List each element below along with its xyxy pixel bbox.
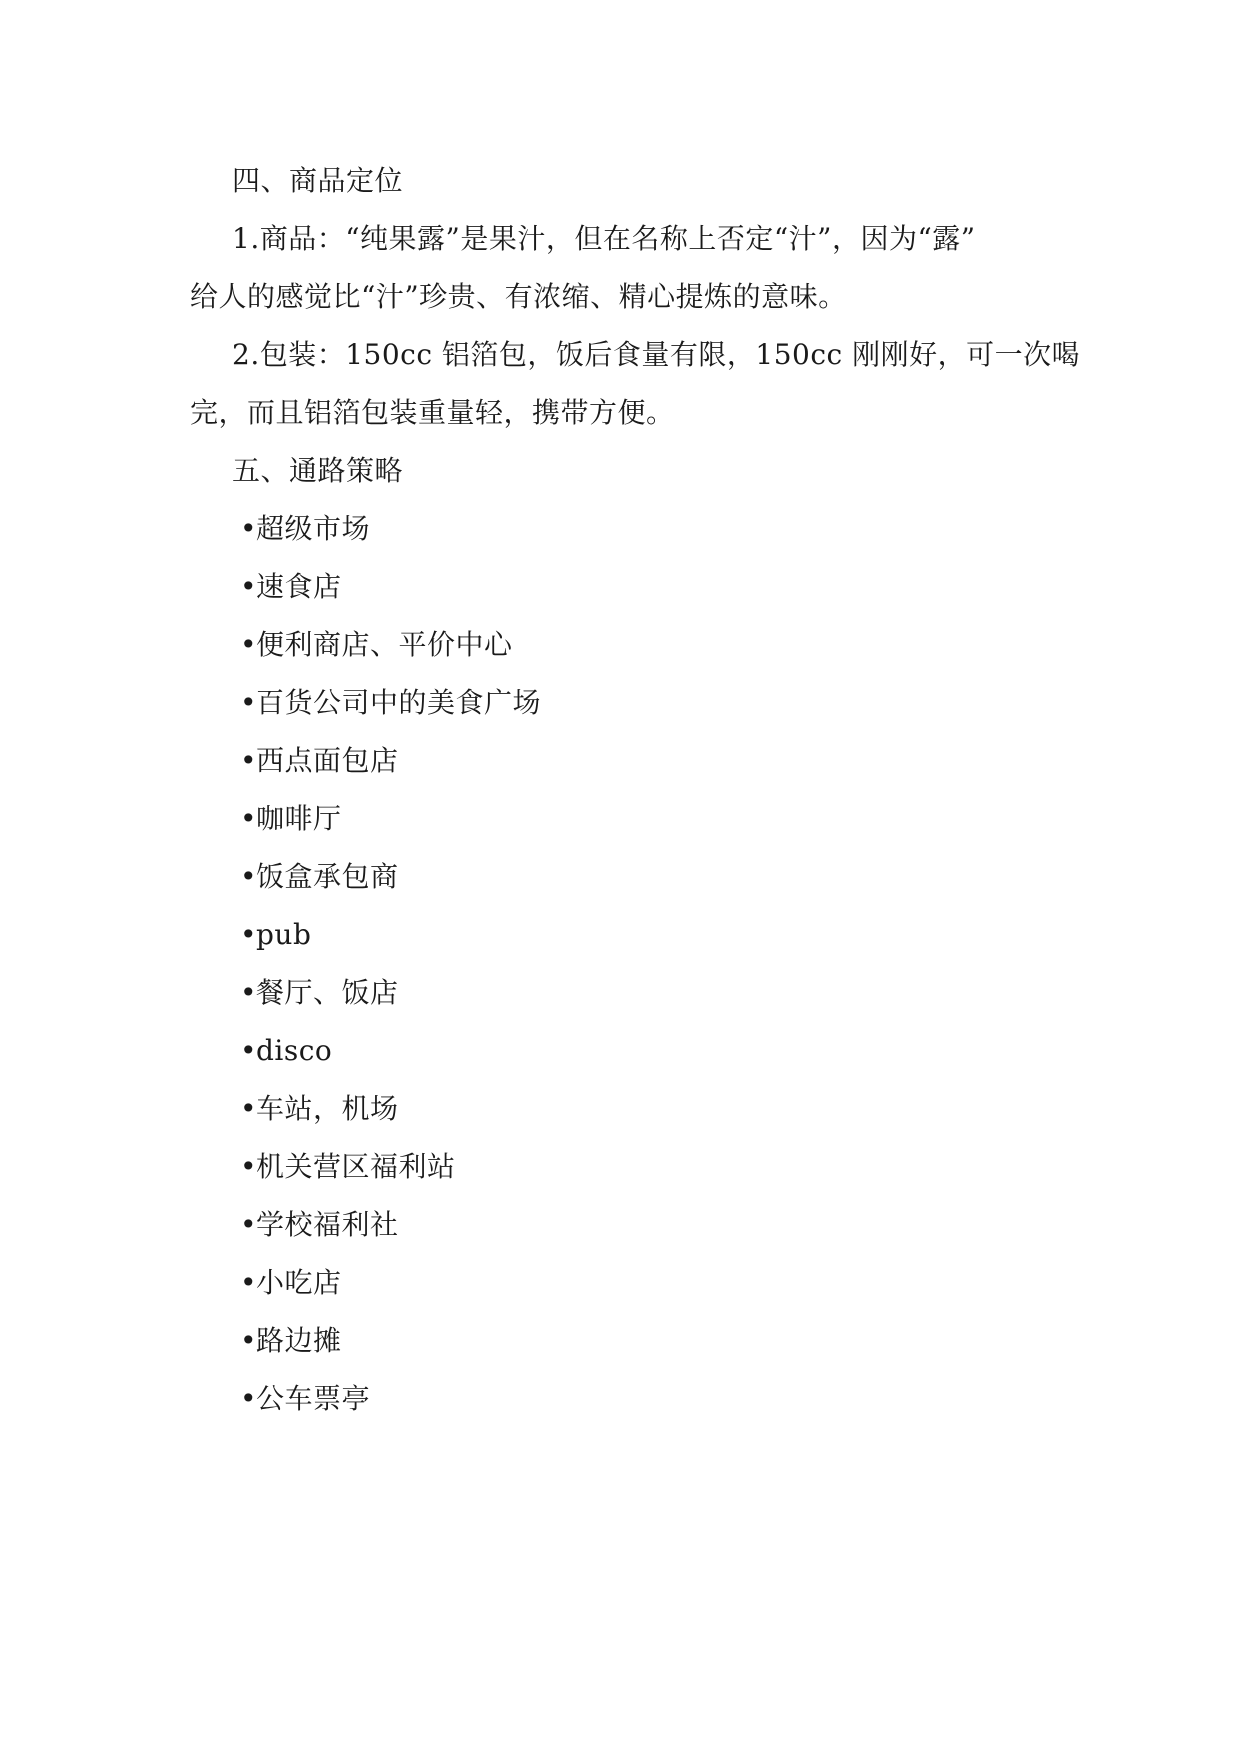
list-item xyxy=(240,1091,1120,1127)
list-item-label: 超级市场 xyxy=(256,512,371,545)
list-item xyxy=(240,801,1120,837)
list-item-label: pub xyxy=(256,918,312,951)
packaging-paragraph-line-2: 完，而且铝箔包装重量轻，携带方便。 xyxy=(190,396,675,429)
list-item-label: 咖啡厅 xyxy=(256,802,342,835)
product-paragraph-line-1: 1.商品：“纯果露”是果汁，但在名称上否定“汁”，因为“露” xyxy=(232,222,976,255)
bullet-icon: • xyxy=(240,1266,258,1299)
list-item-label: 公车票亭 xyxy=(256,1382,371,1415)
bullet-icon: • xyxy=(240,1324,258,1357)
bullet-icon: • xyxy=(240,1382,258,1415)
list-item xyxy=(240,975,1120,1011)
bullet-icon: • xyxy=(240,570,258,603)
list-item xyxy=(240,511,1120,547)
bullet-icon: • xyxy=(240,918,258,951)
bullet-icon: • xyxy=(240,860,258,893)
list-item-label: 餐厅、饭店 xyxy=(256,976,399,1009)
list-item-label: 车站，机场 xyxy=(256,1092,399,1125)
list-item-label: 路边摊 xyxy=(256,1324,342,1357)
list-item xyxy=(240,917,1120,953)
list-item-label: 便利商店、平价中心 xyxy=(256,628,513,661)
bullet-icon: • xyxy=(240,1034,258,1067)
list-item-label: 速食店 xyxy=(256,570,342,603)
list-item xyxy=(240,1033,1120,1069)
product-paragraph-line-2: 给人的感觉比“汁”珍贵、有浓缩、精心提炼的意味。 xyxy=(190,280,847,313)
list-item xyxy=(240,1265,1120,1301)
list-item xyxy=(240,1149,1120,1185)
list-item-label: 饭盒承包商 xyxy=(256,860,399,893)
list-item xyxy=(240,1207,1120,1243)
bullet-icon: • xyxy=(240,1208,258,1241)
list-item xyxy=(240,685,1120,721)
list-item-label: 机关营区福利站 xyxy=(256,1150,456,1183)
list-item-label: disco xyxy=(256,1034,333,1067)
bullet-icon: • xyxy=(240,976,258,1009)
packaging-paragraph-line-1: 2.包装：150cc 铝箔包，饭后食量有限，150cc 刚刚好，可一次喝 xyxy=(232,338,1081,371)
bullet-icon: • xyxy=(240,1150,258,1183)
list-item-label: 小吃店 xyxy=(256,1266,342,1299)
list-item-label: 西点面包店 xyxy=(256,744,399,777)
section-heading-product-positioning: 四、商品定位 xyxy=(232,164,404,197)
list-item xyxy=(240,859,1120,895)
list-item xyxy=(240,627,1120,663)
list-item xyxy=(240,1381,1120,1417)
section-heading-channel-strategy: 五、通路策略 xyxy=(232,454,404,487)
bullet-icon: • xyxy=(240,802,258,835)
bullet-icon: • xyxy=(240,512,258,545)
list-item xyxy=(240,1323,1120,1359)
bullet-icon: • xyxy=(240,686,258,719)
bullet-icon: • xyxy=(240,628,258,661)
bullet-icon: • xyxy=(240,744,258,777)
list-item xyxy=(240,569,1120,605)
list-item-label: 百货公司中的美食广场 xyxy=(256,686,542,719)
list-item-label: 学校福利社 xyxy=(256,1208,399,1241)
list-item xyxy=(240,743,1120,779)
bullet-icon: • xyxy=(240,1092,258,1125)
